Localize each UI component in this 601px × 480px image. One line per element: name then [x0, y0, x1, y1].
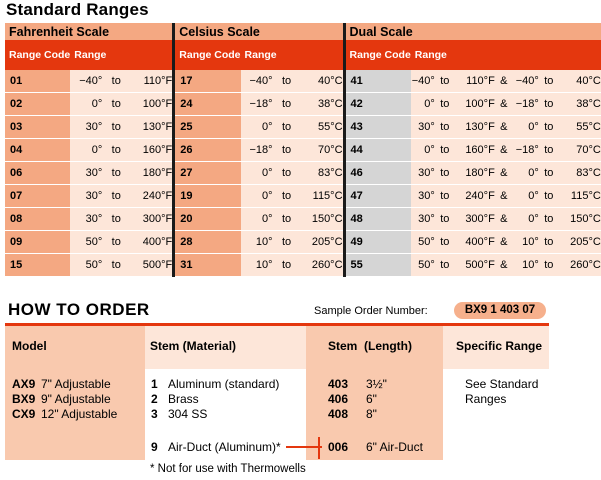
range-amp: & [500, 75, 508, 87]
dual-range-cell [411, 139, 601, 162]
range-cell [241, 185, 345, 208]
range-to: to [281, 213, 292, 225]
range-to: to [111, 259, 121, 271]
length-value: 6" Air-Duct [366, 440, 423, 454]
range-code: 27 [174, 162, 241, 185]
material-code: 1 [151, 377, 158, 391]
range-to: to [281, 144, 292, 156]
range-to: to [440, 144, 450, 156]
range-cell [241, 93, 345, 116]
dual-range-cell [411, 70, 601, 93]
range-low: 10° [522, 259, 539, 271]
range-low: 50° [418, 236, 435, 248]
material-code: 2 [151, 392, 158, 406]
range-low: 30° [418, 213, 435, 225]
range-high: 110°F [143, 75, 173, 87]
material-name: 304 SS [168, 407, 208, 421]
range-low: 0° [424, 98, 435, 110]
range-low: 50° [418, 259, 435, 271]
table-row [5, 254, 601, 277]
length-value: 8" [366, 407, 377, 421]
range-code: 09 [5, 231, 70, 254]
range-high: 38°C [576, 98, 601, 110]
model-code: CX9 [12, 407, 36, 421]
range-cell [70, 162, 174, 185]
range-code: 19 [174, 185, 241, 208]
range-amp: & [500, 213, 508, 225]
range-low: 30° [418, 167, 435, 179]
range-low: 0° [262, 190, 273, 202]
range-cell [70, 116, 174, 139]
range-high: 300°F [142, 213, 173, 225]
table-row [5, 116, 601, 139]
standard-ranges-table [5, 23, 601, 277]
connector-line [286, 446, 322, 448]
range-low: 30° [85, 167, 103, 179]
range-to: to [111, 167, 121, 179]
range-high: 205°C [570, 236, 601, 248]
range-low: 30° [418, 190, 435, 202]
range-high: 205°C [311, 236, 343, 248]
length-code: 406 [328, 392, 349, 406]
model-code: AX9 [12, 377, 36, 391]
dual-range-cell [411, 185, 601, 208]
range-cell [241, 162, 345, 185]
range-amp: & [500, 167, 508, 179]
range-high: 400°F [465, 236, 495, 248]
table-row [5, 162, 601, 185]
range-high: 115°C [312, 190, 343, 202]
range-to: to [440, 190, 450, 202]
range-code: 06 [5, 162, 70, 185]
range-low: 30° [418, 121, 435, 133]
range-low: 0° [528, 121, 539, 133]
range-low: −18° [249, 98, 273, 110]
range-code: 28 [174, 231, 241, 254]
range-low: 10° [255, 236, 273, 248]
range-high: 400°F [142, 236, 173, 248]
range-low: 0° [528, 213, 539, 225]
range-code: 43 [344, 116, 411, 139]
range-code: 20 [174, 208, 241, 231]
range-to: to [544, 167, 554, 179]
range-to: to [440, 259, 450, 271]
range-high: 100°F [142, 98, 173, 110]
range-to: to [440, 121, 450, 133]
range-low: −40° [515, 75, 539, 87]
material-code: 9 [151, 440, 158, 454]
range-cell [241, 70, 345, 93]
range-low: −40° [79, 75, 103, 87]
range-high: 180°F [142, 167, 173, 179]
sample-order-label: Sample Order Number: [314, 305, 428, 317]
range-high: 70°C [317, 144, 343, 156]
range-code: 07 [5, 185, 70, 208]
range-code: 42 [344, 93, 411, 116]
length-code: 403 [328, 377, 349, 391]
range-code: 17 [174, 70, 241, 93]
material-name: Air-Duct (Aluminum)* [168, 440, 281, 454]
range-cell [70, 93, 174, 116]
range-to: to [111, 75, 121, 87]
range-high: 55°C [576, 121, 601, 133]
range-to: to [281, 259, 292, 271]
range-code: 03 [5, 116, 70, 139]
table-row [5, 70, 601, 93]
range-to: to [544, 75, 554, 87]
range-low: 10° [255, 259, 273, 271]
sample-order-number: BX9 1 403 07 [454, 302, 546, 319]
range-to: to [544, 144, 554, 156]
col-header-range-code: Range Code [174, 40, 241, 70]
dual-range-cell [411, 208, 601, 231]
range-code: 31 [174, 254, 241, 277]
material-code: 3 [151, 407, 158, 421]
table-row [5, 93, 601, 116]
range-code: 25 [174, 116, 241, 139]
range-to: to [440, 167, 450, 179]
model-desc: 7" Adjustable [41, 377, 111, 391]
length-code: 408 [328, 407, 349, 421]
group-header-fahrenheit: Fahrenheit Scale [5, 23, 174, 40]
model-code: BX9 [12, 392, 36, 406]
footnote: * Not for use with Thermowells [150, 463, 306, 475]
length-value: 3½" [366, 377, 387, 391]
range-high: 38°C [317, 98, 343, 110]
range-code: 41 [344, 70, 411, 93]
range-to: to [111, 98, 121, 110]
range-amp: & [500, 144, 508, 156]
range-high: 240°F [142, 190, 173, 202]
range-to: to [440, 213, 450, 225]
range-high: 83°C [317, 167, 343, 179]
range-to: to [111, 121, 121, 133]
range-code: 04 [5, 139, 70, 162]
material-name: Brass [168, 392, 199, 406]
range-amp: & [500, 121, 508, 133]
dual-range-cell [411, 254, 601, 277]
range-low: 30° [85, 121, 103, 133]
range-to: to [544, 259, 554, 271]
range-to: to [281, 121, 292, 133]
range-code: 15 [5, 254, 70, 277]
length-value: 6" [366, 392, 377, 406]
range-high: 110°F [466, 75, 495, 87]
range-code: 55 [344, 254, 411, 277]
range-to: to [111, 213, 121, 225]
dual-range-cell [411, 116, 601, 139]
page-title: Standard Ranges [6, 0, 149, 19]
range-low: 50° [85, 259, 103, 271]
range-high: 180°F [465, 167, 495, 179]
range-to: to [111, 144, 121, 156]
range-to: to [281, 236, 292, 248]
table-row [5, 208, 601, 231]
header-stem-length: Stem (Length) [328, 339, 412, 353]
dual-range-cell [411, 162, 601, 185]
range-cell [241, 139, 345, 162]
dual-range-cell [411, 231, 601, 254]
col-header-range-code: Range Code [5, 40, 70, 70]
range-low: 0° [262, 213, 273, 225]
range-low: −40° [411, 75, 435, 87]
range-to: to [544, 190, 554, 202]
range-to: to [111, 236, 121, 248]
specific-range-note: Ranges [465, 392, 507, 406]
range-high: 160°F [142, 144, 173, 156]
header-specific-range: Specific Range [456, 339, 543, 353]
range-low: 0° [262, 167, 273, 179]
range-cell [241, 231, 345, 254]
range-low: 0° [528, 190, 539, 202]
range-high: 55°C [317, 121, 343, 133]
range-cell [241, 208, 345, 231]
range-code: 47 [344, 185, 411, 208]
header-stem-material: Stem (Material) [150, 339, 237, 353]
range-high: 160°F [465, 144, 495, 156]
range-to: to [281, 190, 292, 202]
range-to: to [111, 190, 121, 202]
range-to: to [440, 75, 450, 87]
model-desc: 12" Adjustable [41, 407, 118, 421]
group-header-celsius: Celsius Scale [174, 23, 344, 40]
table-row [5, 231, 601, 254]
range-amp: & [500, 259, 508, 271]
range-low: −18° [515, 144, 539, 156]
range-code: 02 [5, 93, 70, 116]
range-low: 50° [85, 236, 103, 248]
range-amp: & [500, 98, 508, 110]
range-cell [70, 139, 174, 162]
range-high: 40°C [317, 75, 343, 87]
range-code: 26 [174, 139, 241, 162]
range-low: −40° [249, 75, 273, 87]
model-desc: 9" Adjustable [41, 392, 111, 406]
connector-line [318, 437, 320, 459]
range-low: −18° [249, 144, 273, 156]
range-cell [70, 70, 174, 93]
range-high: 260°C [570, 259, 601, 271]
range-code: 44 [344, 139, 411, 162]
range-to: to [281, 98, 292, 110]
range-to: to [440, 98, 450, 110]
range-to: to [544, 236, 554, 248]
range-high: 83°C [576, 167, 601, 179]
dual-range-cell [411, 93, 601, 116]
range-to: to [281, 75, 292, 87]
col-header-range: Range [241, 40, 345, 70]
col-header-range: Range [70, 40, 174, 70]
range-low: 0° [528, 167, 539, 179]
range-high: 115°C [570, 190, 601, 202]
range-low: 10° [522, 236, 539, 248]
range-to: to [544, 98, 554, 110]
range-high: 130°F [465, 121, 495, 133]
group-header-dual: Dual Scale [344, 23, 601, 40]
range-to: to [281, 167, 292, 179]
range-low: 30° [85, 213, 103, 225]
how-to-order-title: HOW TO ORDER [8, 300, 150, 319]
range-high: 260°C [311, 259, 343, 271]
table-row [5, 185, 601, 208]
header-model: Model [12, 339, 47, 353]
range-code: 49 [344, 231, 411, 254]
range-cell [70, 231, 174, 254]
range-low: 0° [91, 98, 103, 110]
range-cell [70, 208, 174, 231]
range-low: 0° [262, 121, 273, 133]
range-cell [241, 254, 345, 277]
length-code: 006 [328, 440, 349, 454]
range-cell [70, 254, 174, 277]
range-high: 150°C [311, 213, 343, 225]
range-high: 70°C [576, 144, 601, 156]
range-cell [241, 116, 345, 139]
range-to: to [440, 236, 450, 248]
col-header-range-code: Range Code [344, 40, 411, 70]
range-to: to [544, 213, 554, 225]
range-high: 150°C [570, 213, 601, 225]
range-high: 300°F [465, 213, 495, 225]
range-high: 40°C [576, 75, 601, 87]
range-amp: & [500, 236, 508, 248]
range-code: 48 [344, 208, 411, 231]
range-code: 01 [5, 70, 70, 93]
specific-range-note: See Standard [465, 377, 539, 391]
range-low: 30° [85, 190, 103, 202]
material-name: Aluminum (standard) [168, 377, 280, 391]
range-low: 0° [91, 144, 103, 156]
range-code: 24 [174, 93, 241, 116]
range-high: 500°F [465, 259, 495, 271]
range-to: to [544, 121, 554, 133]
range-high: 240°F [465, 190, 495, 202]
col-header-range: Range [411, 40, 601, 70]
range-low: 0° [424, 144, 435, 156]
range-high: 100°F [465, 98, 495, 110]
range-high: 500°F [142, 259, 173, 271]
range-amp: & [500, 190, 508, 202]
range-code: 46 [344, 162, 411, 185]
range-code: 08 [5, 208, 70, 231]
range-low: −18° [515, 98, 539, 110]
range-high: 130°F [142, 121, 173, 133]
range-cell [70, 185, 174, 208]
table-row [5, 139, 601, 162]
